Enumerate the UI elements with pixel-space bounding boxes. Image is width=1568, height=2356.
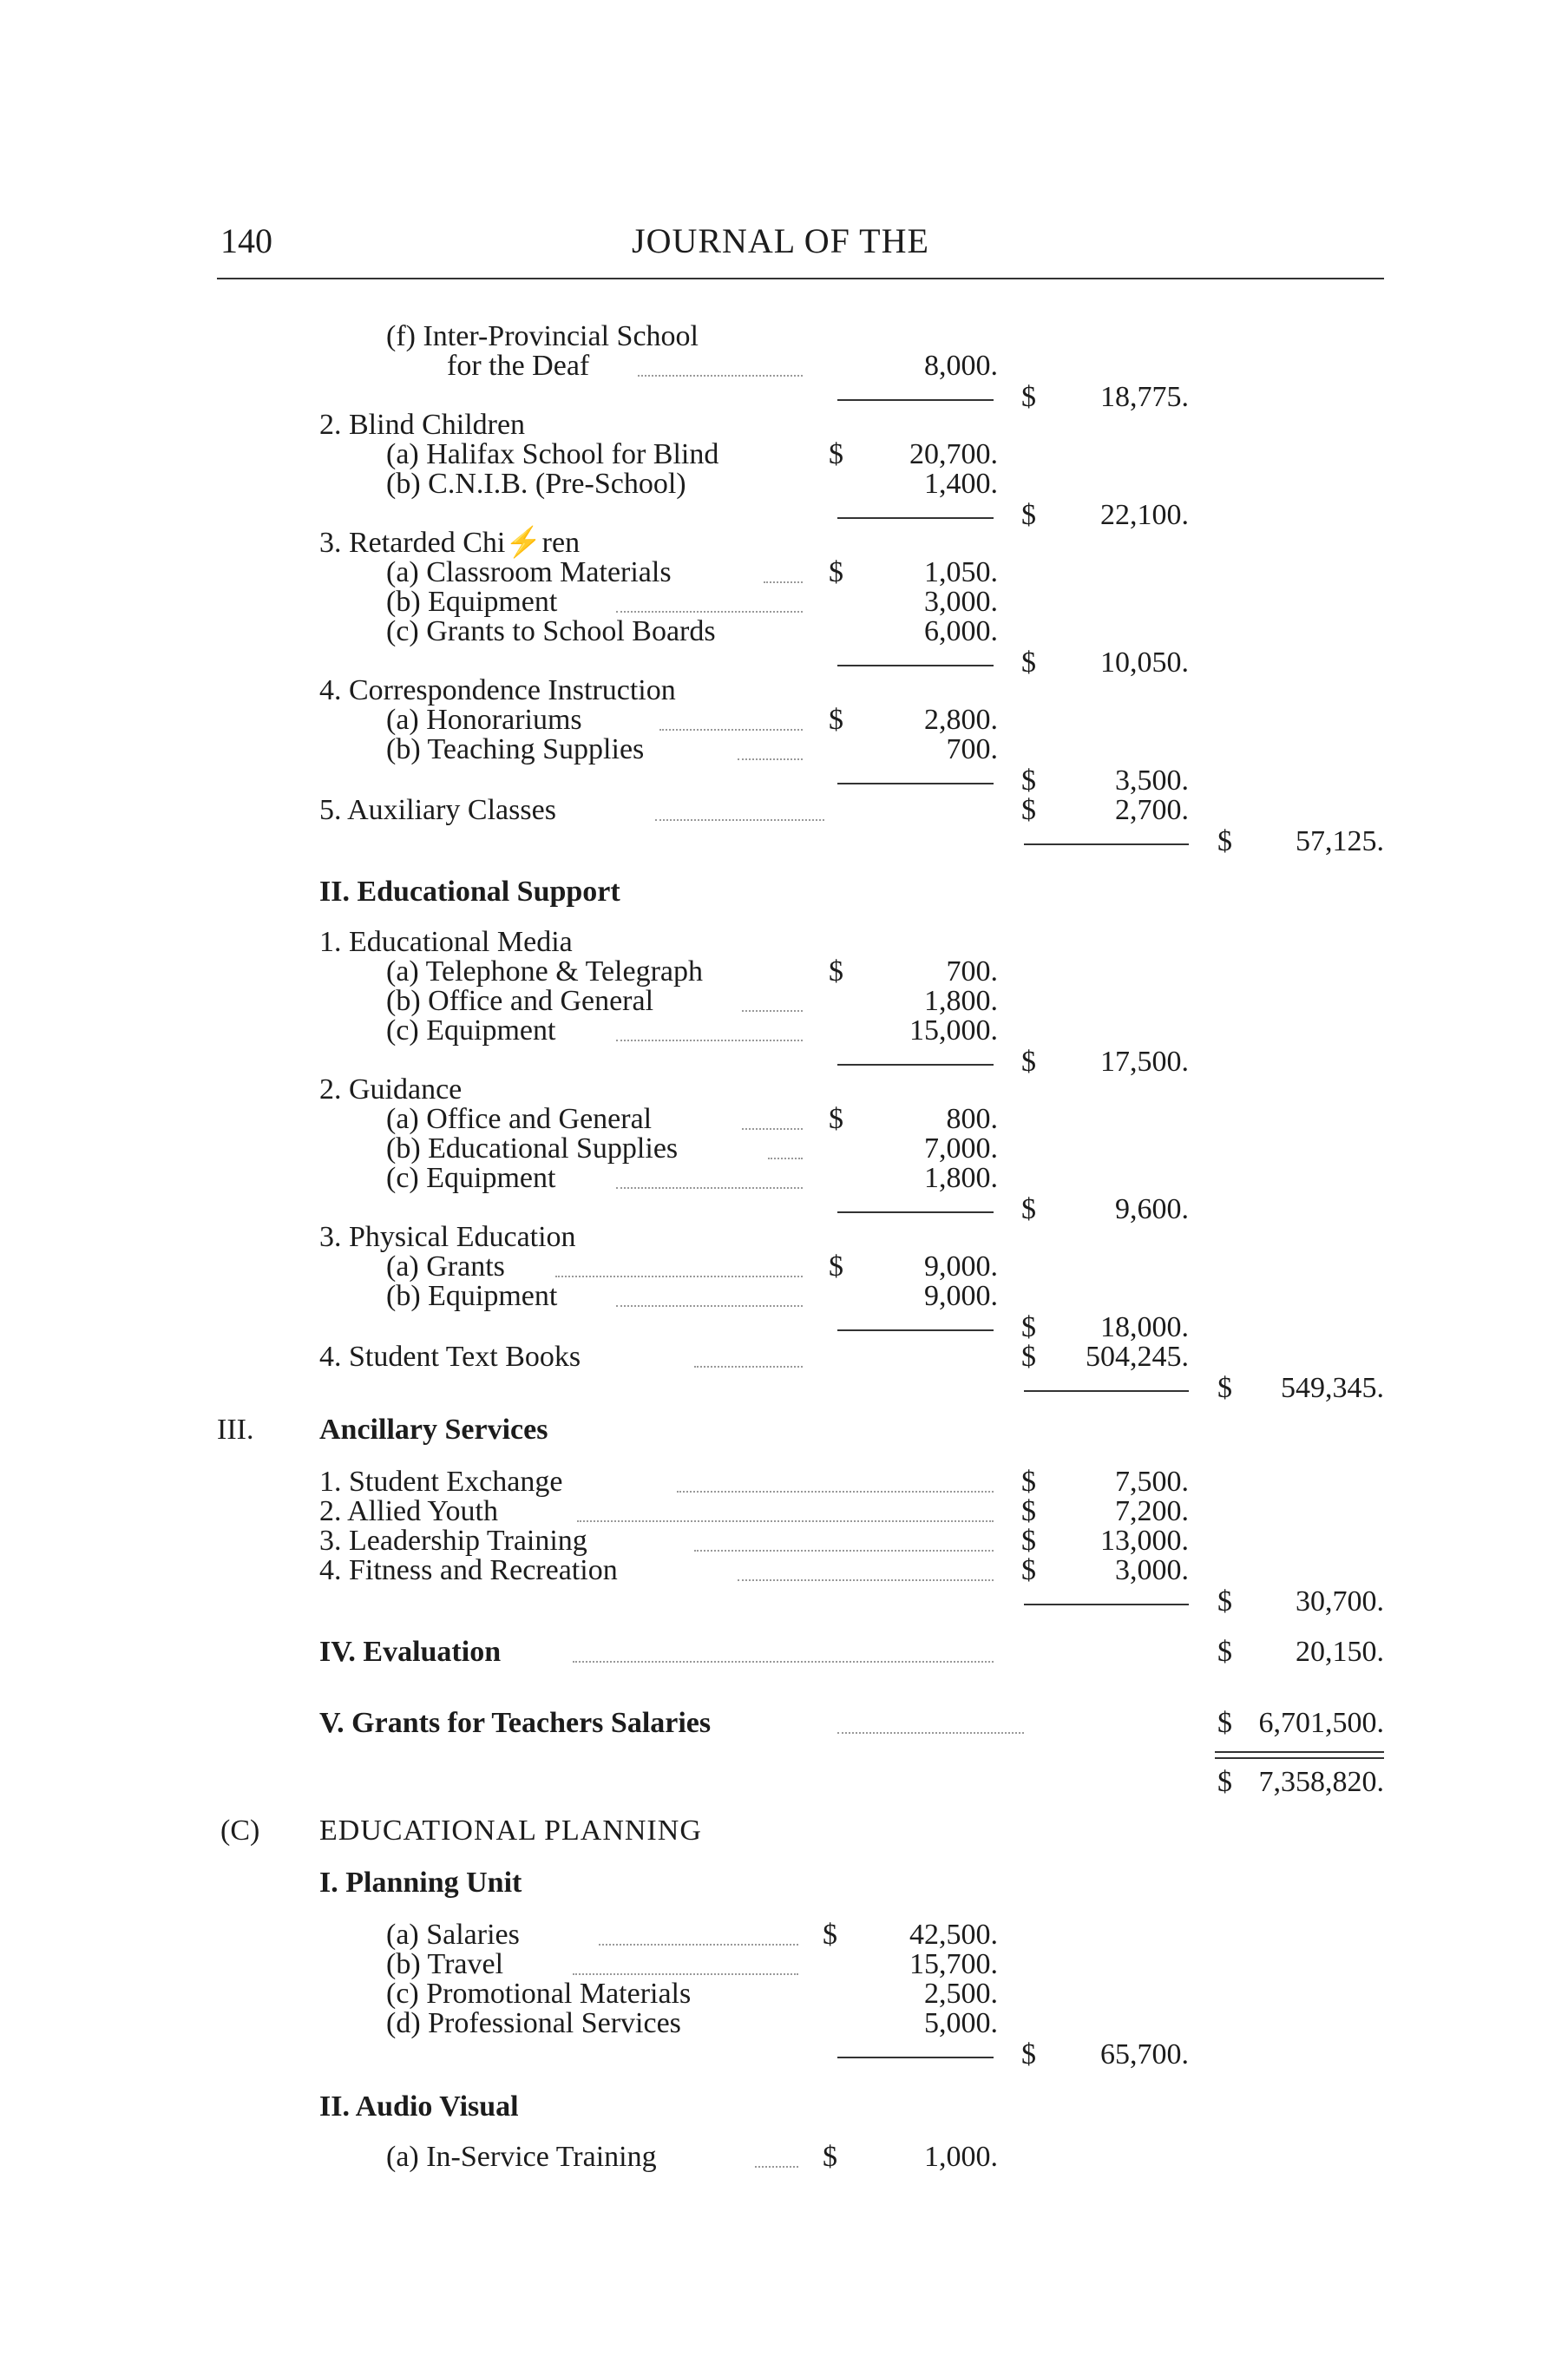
heading-ed-planning: EDUCATIONAL PLANNING — [319, 1815, 702, 1847]
label-f-line2: for the Deaf — [447, 350, 590, 382]
amount-pu-c: 2,500. — [924, 1978, 998, 2010]
label-av-a: (a) In-Service Training — [386, 2141, 657, 2173]
label-media-c: (c) Equipment — [386, 1014, 556, 1047]
subtotal-rule — [837, 399, 994, 401]
leader-dots — [738, 1579, 994, 1581]
label-anc-3: 3. Leadership Training — [319, 1525, 587, 1557]
label-phys-b: (b) Equipment — [386, 1280, 558, 1312]
label-blind: 2. Blind Children — [319, 409, 526, 441]
amount-guid-a: 800. — [946, 1103, 998, 1135]
header-rule — [217, 278, 1384, 279]
leader-dots — [738, 758, 803, 760]
roman-three: III. — [217, 1414, 254, 1446]
subtotal-rule — [837, 665, 994, 666]
label-corr-b: (b) Teaching Supplies — [386, 733, 645, 765]
label-pu-c: (c) Promotional Materials — [386, 1978, 692, 2010]
leader-dots — [755, 2166, 798, 2168]
label-phys-a: (a) Grants — [386, 1250, 505, 1283]
amount-ret-b: 3,000. — [924, 586, 998, 618]
dollar-sign: $ — [823, 2141, 837, 2173]
total-double-rule — [1215, 1751, 1384, 1759]
dollar-sign: $ — [1021, 1466, 1036, 1498]
amount-media-c: 15,000. — [909, 1014, 998, 1047]
section-rule — [1024, 843, 1189, 845]
amount-corr-total: 3,500. — [1115, 765, 1189, 797]
amount-support-total: 549,345. — [1281, 1372, 1384, 1404]
amount-stb: 504,245. — [1086, 1341, 1189, 1373]
dollar-sign: $ — [1217, 1585, 1232, 1618]
dollar-sign: $ — [829, 438, 843, 470]
label-guidance: 2. Guidance — [319, 1073, 463, 1106]
label-ret-a: (a) Classroom Materials — [386, 556, 672, 588]
amount-corr-b: 700. — [946, 733, 998, 765]
label-media-a: (a) Telephone & Telegraph — [386, 955, 704, 988]
label-media: 1. Educational Media — [319, 926, 573, 958]
heading-audio-visual: II. Audio Visual — [319, 2090, 519, 2123]
amount-media-total: 17,500. — [1100, 1046, 1189, 1078]
dollar-sign: $ — [829, 955, 843, 988]
heading-grants-teachers: V. Grants for Teachers Salaries — [319, 1707, 712, 1739]
leader-dots — [694, 1550, 994, 1552]
amount-guid-total: 9,600. — [1115, 1193, 1189, 1225]
section-rule — [1024, 1390, 1189, 1392]
amount-aux: 2,700. — [1115, 794, 1189, 826]
running-title: JOURNAL OF THE — [632, 221, 929, 260]
amount-blind-a: 20,700. — [909, 438, 998, 470]
amount-grand-total: 7,358,820. — [1258, 1766, 1384, 1798]
heading-ancillary: Ancillary Services — [319, 1414, 548, 1446]
dollar-sign: $ — [829, 1250, 843, 1283]
dollar-sign: $ — [829, 556, 843, 588]
dollar-sign: $ — [1217, 825, 1232, 857]
label-guid-c: (c) Equipment — [386, 1162, 556, 1194]
leader-dots — [638, 375, 803, 377]
dollar-sign: $ — [1021, 1525, 1036, 1557]
label-ret-b: (b) Equipment — [386, 586, 558, 618]
section-rule — [1024, 1604, 1189, 1605]
amount-anc-4: 3,000. — [1115, 1554, 1189, 1586]
dollar-sign: $ — [1217, 1766, 1232, 1798]
leader-dots — [694, 1366, 803, 1368]
subtotal-rule — [837, 783, 994, 784]
heading-evaluation: IV. Evaluation — [319, 1636, 502, 1668]
subtotal-rule — [837, 2057, 994, 2058]
dollar-sign: $ — [1021, 765, 1036, 797]
section-c-marker: (C) — [220, 1815, 260, 1847]
dollar-sign: $ — [1217, 1707, 1232, 1739]
amount-phys-a: 9,000. — [924, 1250, 998, 1283]
leader-dots — [764, 581, 803, 583]
leader-dots — [555, 1276, 803, 1277]
heading-ed-support: II. Educational Support — [319, 876, 620, 908]
dollar-sign: $ — [1021, 499, 1036, 531]
label-aux: 5. Auxiliary Classes — [319, 794, 556, 826]
label-blind-a: (a) Halifax School for Blind — [386, 438, 719, 470]
leader-dots — [616, 1040, 803, 1041]
leader-dots — [616, 1305, 803, 1307]
label-blind-b: (b) C.N.I.B. (Pre-School) — [386, 468, 686, 500]
label-media-b: (b) Office and General — [386, 985, 654, 1017]
dollar-sign: $ — [1217, 1372, 1232, 1404]
label-student-text-books: 4. Student Text Books — [319, 1341, 581, 1373]
amount-pu-a: 42,500. — [909, 1919, 998, 1951]
leader-dots — [599, 1944, 798, 1946]
label-pu-d: (d) Professional Services — [386, 2007, 681, 2039]
label-anc-1: 1. Student Exchange — [319, 1466, 563, 1498]
dollar-sign: $ — [1021, 1495, 1036, 1527]
leader-dots — [577, 1520, 994, 1522]
leader-dots — [659, 729, 803, 731]
heading-planning-unit: I. Planning Unit — [319, 1867, 522, 1899]
subtotal-rule — [837, 1211, 994, 1213]
amount-anc-2: 7,200. — [1115, 1495, 1189, 1527]
subtotal-rule — [837, 1064, 994, 1066]
dollar-sign: $ — [829, 1103, 843, 1135]
leader-dots — [677, 1491, 994, 1493]
label-pu-b: (b) Travel — [386, 1948, 504, 1980]
dollar-sign: $ — [829, 704, 843, 736]
amount-corr-a: 2,800. — [924, 704, 998, 736]
amount-media-b: 1,800. — [924, 985, 998, 1017]
dollar-sign: $ — [1217, 1636, 1232, 1668]
label-anc-2: 2. Allied Youth — [319, 1495, 498, 1527]
dollar-sign: $ — [1021, 381, 1036, 413]
dollar-sign: $ — [1021, 1193, 1036, 1225]
dollar-sign: $ — [1021, 1341, 1036, 1373]
amount-pu-total: 65,700. — [1100, 2038, 1189, 2071]
amount-phys-total: 18,000. — [1100, 1311, 1189, 1343]
amount-media-a: 700. — [946, 955, 998, 988]
amount-f: 8,000. — [924, 350, 998, 382]
amount-ret-total: 10,050. — [1100, 646, 1189, 679]
dollar-sign: $ — [1021, 1554, 1036, 1586]
amount-pu-d: 5,000. — [924, 2007, 998, 2039]
dollar-sign: $ — [1021, 794, 1036, 826]
label-corr: 4. Correspondence Instruction — [319, 674, 676, 706]
dollar-sign: $ — [1021, 1046, 1036, 1078]
amount-pu-b: 15,700. — [909, 1948, 998, 1980]
leader-dots — [742, 1010, 803, 1012]
amount-guid-c: 1,800. — [924, 1162, 998, 1194]
amount-blind-total: 22,100. — [1100, 499, 1189, 531]
page-number: 140 — [220, 221, 272, 260]
amount-grants: 6,701,500. — [1258, 1707, 1384, 1739]
leader-dots — [616, 1187, 803, 1189]
dollar-sign: $ — [1021, 1311, 1036, 1343]
amount-ret-a: 1,050. — [924, 556, 998, 588]
dollar-sign: $ — [1021, 646, 1036, 679]
dollar-sign: $ — [1021, 2038, 1036, 2071]
amount-eval: 20,150. — [1296, 1636, 1384, 1668]
label-anc-4: 4. Fitness and Recreation — [319, 1554, 618, 1586]
leader-dots — [573, 1661, 994, 1663]
leader-dots — [573, 1973, 798, 1975]
leader-dots — [768, 1158, 803, 1159]
label-retarded: 3. Retarded Chi⚡ren — [319, 527, 581, 559]
amount-av-a: 1,000. — [924, 2141, 998, 2173]
label-ret-c: (c) Grants to School Boards — [386, 615, 716, 647]
amount-ret-c: 6,000. — [924, 615, 998, 647]
amount-deaf-total: 18,775. — [1100, 381, 1189, 413]
leader-dots — [837, 1732, 1024, 1734]
label-phys: 3. Physical Education — [319, 1221, 576, 1253]
amount-anc-3: 13,000. — [1100, 1525, 1189, 1557]
subtotal-rule — [837, 1329, 994, 1331]
label-guid-a: (a) Office and General — [386, 1103, 653, 1135]
amount-phys-b: 9,000. — [924, 1280, 998, 1312]
amount-special-total: 57,125. — [1296, 825, 1384, 857]
amount-guid-b: 7,000. — [924, 1132, 998, 1165]
label-f-line1: (f) Inter-Provincial School — [386, 320, 699, 352]
amount-blind-b: 1,400. — [924, 468, 998, 500]
leader-dots — [655, 819, 824, 821]
amount-anc-1: 7,500. — [1115, 1466, 1189, 1498]
label-guid-b: (b) Educational Supplies — [386, 1132, 679, 1165]
leader-dots — [742, 1128, 803, 1130]
dollar-sign: $ — [823, 1919, 837, 1951]
label-corr-a: (a) Honorariums — [386, 704, 582, 736]
amount-anc-total: 30,700. — [1296, 1585, 1384, 1618]
subtotal-rule — [837, 517, 994, 519]
label-pu-a: (a) Salaries — [386, 1919, 520, 1951]
leader-dots — [616, 611, 803, 613]
